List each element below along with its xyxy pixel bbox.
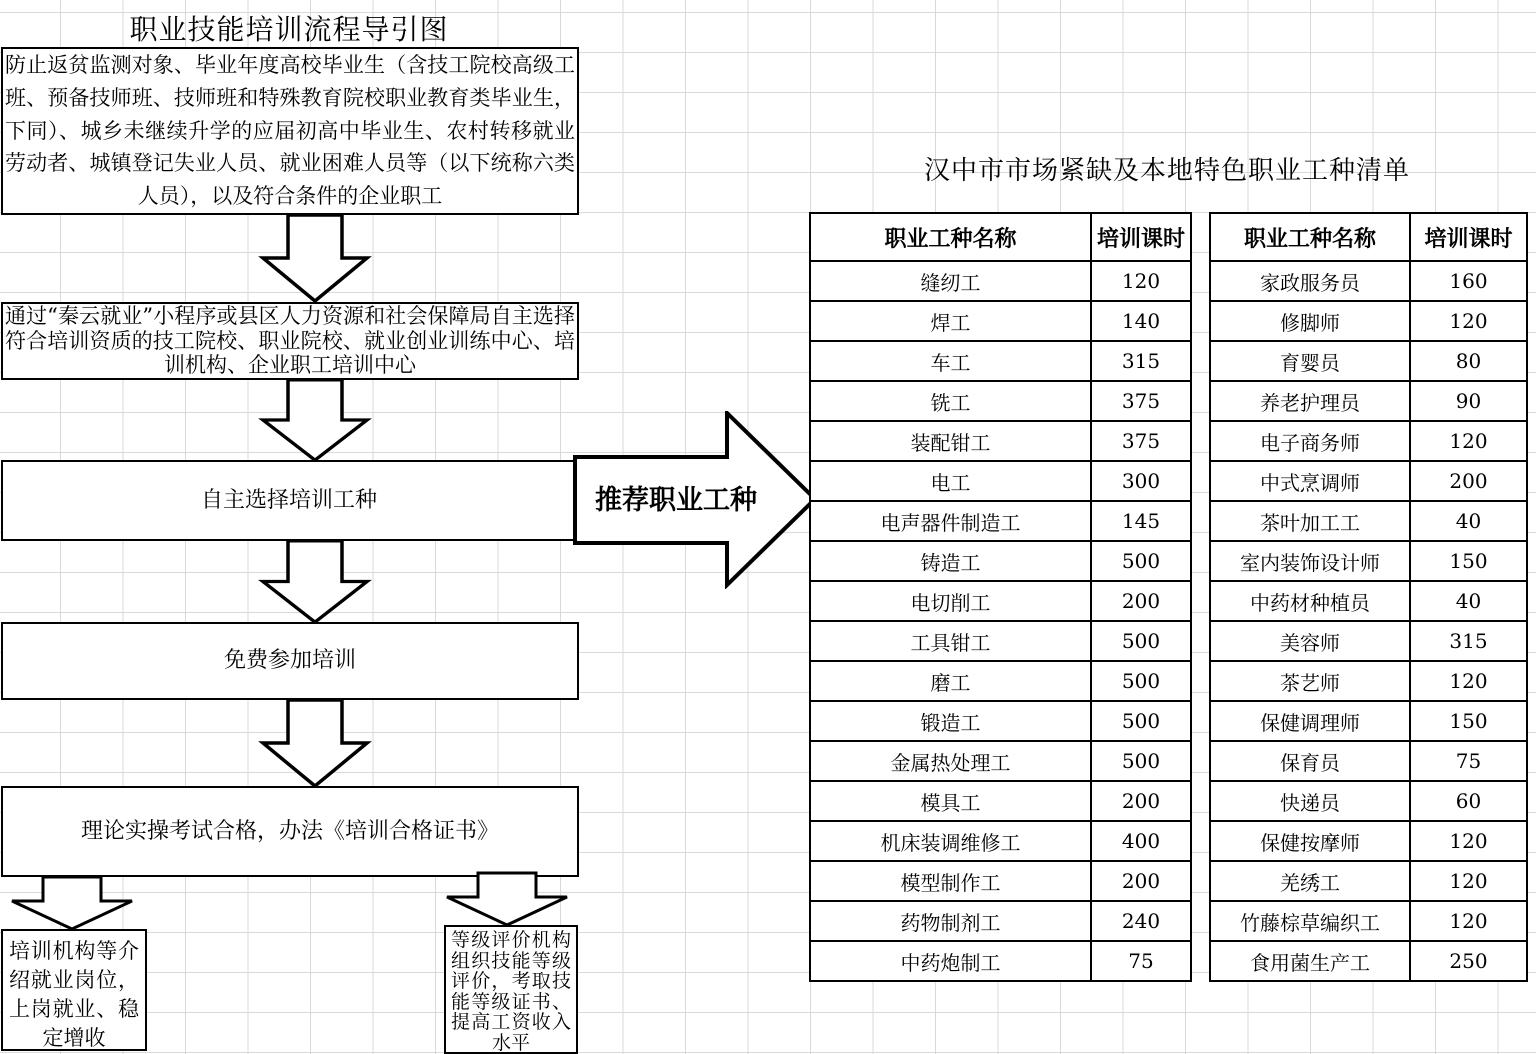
- down-arrow-icon: [8, 875, 136, 931]
- catalog-table-2: [1209, 212, 1528, 982]
- training-hours-cell: 375: [1091, 381, 1191, 421]
- training-hours-cell: 140: [1091, 301, 1191, 341]
- occupation-name-cell: 茶叶加工工: [1210, 501, 1410, 541]
- training-hours-cell: 150: [1410, 701, 1527, 741]
- table-row: [810, 741, 1191, 781]
- occupation-name-cell: 锻造工: [810, 701, 1091, 741]
- training-hours-cell: 500: [1091, 741, 1191, 781]
- occupation-name-cell: 中式烹调师: [1210, 461, 1410, 501]
- training-hours-cell: 500: [1091, 541, 1191, 581]
- training-hours-cell: 120: [1410, 861, 1527, 901]
- table-row: [810, 501, 1191, 541]
- down-arrow-icon: [257, 539, 373, 624]
- occupation-name-cell: 室内装饰设计师: [1210, 541, 1410, 581]
- occupation-name-cell: 电切削工: [810, 581, 1091, 621]
- flowchart-title: 职业技能培训流程导引图: [129, 13, 449, 46]
- table-row: [1210, 261, 1527, 301]
- occupation-name-cell: 保健调理师: [1210, 701, 1410, 741]
- table-row: [1210, 661, 1527, 701]
- down-arrow-icon: [257, 378, 373, 462]
- table-row: [1210, 781, 1527, 821]
- flow-step-choose-institution: 通过“秦云就业”小程序或县区人力资源和社会保障局自主选择符合培训资质的技工院校、职业院校、就业创业训练中心、培训机构、企业职工培训中心: [1, 302, 579, 380]
- training-hours-cell: 120: [1410, 421, 1527, 461]
- column-header-occupation: 职业工种名称: [810, 213, 1091, 261]
- occupation-name-cell: 铸造工: [810, 541, 1091, 581]
- table-row: [810, 941, 1191, 981]
- table-row: [1210, 701, 1527, 741]
- flow-step-free-training: 免费参加培训: [1, 622, 579, 700]
- table-row: [1210, 421, 1527, 461]
- outcome-box-employment: 培训机构等介绍就业岗位，上岗就业、稳定增收: [1, 929, 147, 1051]
- table-row: [810, 781, 1191, 821]
- catalog-title: 汉中市市场紧缺及本地特色职业工种清单: [923, 156, 1410, 186]
- outcome-box-skill-level: 等级评价机构组织技能等级评价，考取技能等级证书、提高工资收入水平: [444, 925, 578, 1054]
- training-hours-cell: 200: [1410, 461, 1527, 501]
- table-row: [1210, 941, 1527, 981]
- table-row: [1210, 621, 1527, 661]
- occupation-name-cell: 装配钳工: [810, 421, 1091, 461]
- table-row: [1210, 501, 1527, 541]
- catalog-table-1: [809, 212, 1192, 982]
- training-hours-cell: 150: [1410, 541, 1527, 581]
- table-row: [810, 461, 1191, 501]
- table-row: [810, 861, 1191, 901]
- column-header-hours: 培训课时: [1091, 213, 1191, 261]
- table-header-row: [810, 213, 1191, 261]
- training-hours-cell: 40: [1410, 501, 1527, 541]
- training-hours-cell: 120: [1091, 261, 1191, 301]
- occupation-name-cell: 模型制作工: [810, 861, 1091, 901]
- training-hours-cell: 75: [1091, 941, 1191, 981]
- training-hours-cell: 75: [1410, 741, 1527, 781]
- table-row: [810, 581, 1191, 621]
- occupation-name-cell: 模具工: [810, 781, 1091, 821]
- occupation-name-cell: 保健按摩师: [1210, 821, 1410, 861]
- training-hours-cell: 145: [1091, 501, 1191, 541]
- training-hours-cell: 60: [1410, 781, 1527, 821]
- table-row: [1210, 461, 1527, 501]
- table-row: [810, 381, 1191, 421]
- table-row: [1210, 341, 1527, 381]
- table-row: [1210, 901, 1527, 941]
- training-hours-cell: 80: [1410, 341, 1527, 381]
- training-hours-cell: 400: [1091, 821, 1191, 861]
- training-hours-cell: 200: [1091, 861, 1191, 901]
- table-row: [1210, 301, 1527, 341]
- table-row: [810, 621, 1191, 661]
- table-row: [810, 421, 1191, 461]
- table-header-row: [1210, 213, 1527, 261]
- table-row: [810, 301, 1191, 341]
- training-hours-cell: 120: [1410, 661, 1527, 701]
- column-header-occupation: 职业工种名称: [1210, 213, 1410, 261]
- occupation-name-cell: 磨工: [810, 661, 1091, 701]
- training-hours-cell: 300: [1091, 461, 1191, 501]
- table-row: [1210, 821, 1527, 861]
- table-row: [810, 541, 1191, 581]
- occupation-name-cell: 快递员: [1210, 781, 1410, 821]
- occupation-name-cell: 工具钳工: [810, 621, 1091, 661]
- occupation-name-cell: 修脚师: [1210, 301, 1410, 341]
- training-hours-cell: 315: [1410, 621, 1527, 661]
- occupation-name-cell: 保育员: [1210, 741, 1410, 781]
- occupation-name-cell: 电声器件制造工: [810, 501, 1091, 541]
- table-row: [1210, 861, 1527, 901]
- occupation-name-cell: 茶艺师: [1210, 661, 1410, 701]
- table-row: [1210, 581, 1527, 621]
- training-hours-cell: 120: [1410, 301, 1527, 341]
- training-hours-cell: 500: [1091, 701, 1191, 741]
- table-row: [1210, 541, 1527, 581]
- occupation-name-cell: 美容师: [1210, 621, 1410, 661]
- training-hours-cell: 315: [1091, 341, 1191, 381]
- training-hours-cell: 500: [1091, 661, 1191, 701]
- table-row: [810, 661, 1191, 701]
- table-row: [810, 341, 1191, 381]
- column-header-hours: 培训课时: [1410, 213, 1527, 261]
- occupation-name-cell: 电子商务师: [1210, 421, 1410, 461]
- table-row: [1210, 381, 1527, 421]
- occupation-name-cell: 电工: [810, 461, 1091, 501]
- training-hours-cell: 40: [1410, 581, 1527, 621]
- training-hours-cell: 160: [1410, 261, 1527, 301]
- training-hours-cell: 120: [1410, 901, 1527, 941]
- down-arrow-icon: [257, 213, 373, 303]
- training-hours-cell: 120: [1410, 821, 1527, 861]
- down-arrow-icon: [257, 698, 373, 788]
- occupation-name-cell: 中药材种植员: [1210, 581, 1410, 621]
- table-row: [810, 701, 1191, 741]
- table-row: [810, 821, 1191, 861]
- occupation-name-cell: 羌绣工: [1210, 861, 1410, 901]
- occupation-name-cell: 家政服务员: [1210, 261, 1410, 301]
- table-row: [810, 261, 1191, 301]
- training-hours-cell: 240: [1091, 901, 1191, 941]
- training-hours-cell: 250: [1410, 941, 1527, 981]
- occupation-name-cell: 车工: [810, 341, 1091, 381]
- training-hours-cell: 90: [1410, 381, 1527, 421]
- flow-step-choose-trade: 自主选择培训工种: [1, 460, 577, 541]
- occupation-name-cell: 食用菌生产工: [1210, 941, 1410, 981]
- training-hours-cell: 500: [1091, 621, 1191, 661]
- recommend-arrow-label: 推荐职业工种: [595, 485, 757, 515]
- flow-step-eligible-groups: 防止返贫监测对象、毕业年度高校毕业生（含技工院校高级工班、预备技师班、技师班和特殊教育院校职业教育类毕业生，下同）、城乡未继续升学的应届初高中毕业生、农村转移就业劳动者、城镇登记失业人员、就业困难人员等（以下统称六类人员），以及符合条件的企业职工: [1, 47, 579, 215]
- occupation-name-cell: 药物制剂工: [810, 901, 1091, 941]
- table-row: [1210, 741, 1527, 781]
- occupation-name-cell: 育婴员: [1210, 341, 1410, 381]
- occupation-name-cell: 金属热处理工: [810, 741, 1091, 781]
- occupation-name-cell: 缝纫工: [810, 261, 1091, 301]
- down-arrow-icon: [443, 871, 571, 927]
- occupation-name-cell: 焊工: [810, 301, 1091, 341]
- table-row: [810, 901, 1191, 941]
- flow-step-exam-certificate: 理论实操考试合格，办法《培训合格证书》: [1, 786, 579, 877]
- occupation-name-cell: 养老护理员: [1210, 381, 1410, 421]
- training-hours-cell: 200: [1091, 581, 1191, 621]
- occupation-name-cell: 铣工: [810, 381, 1091, 421]
- occupation-name-cell: 中药炮制工: [810, 941, 1091, 981]
- training-hours-cell: 200: [1091, 781, 1191, 821]
- training-hours-cell: 375: [1091, 421, 1191, 461]
- occupation-name-cell: 竹藤棕草编织工: [1210, 901, 1410, 941]
- occupation-name-cell: 机床装调维修工: [810, 821, 1091, 861]
